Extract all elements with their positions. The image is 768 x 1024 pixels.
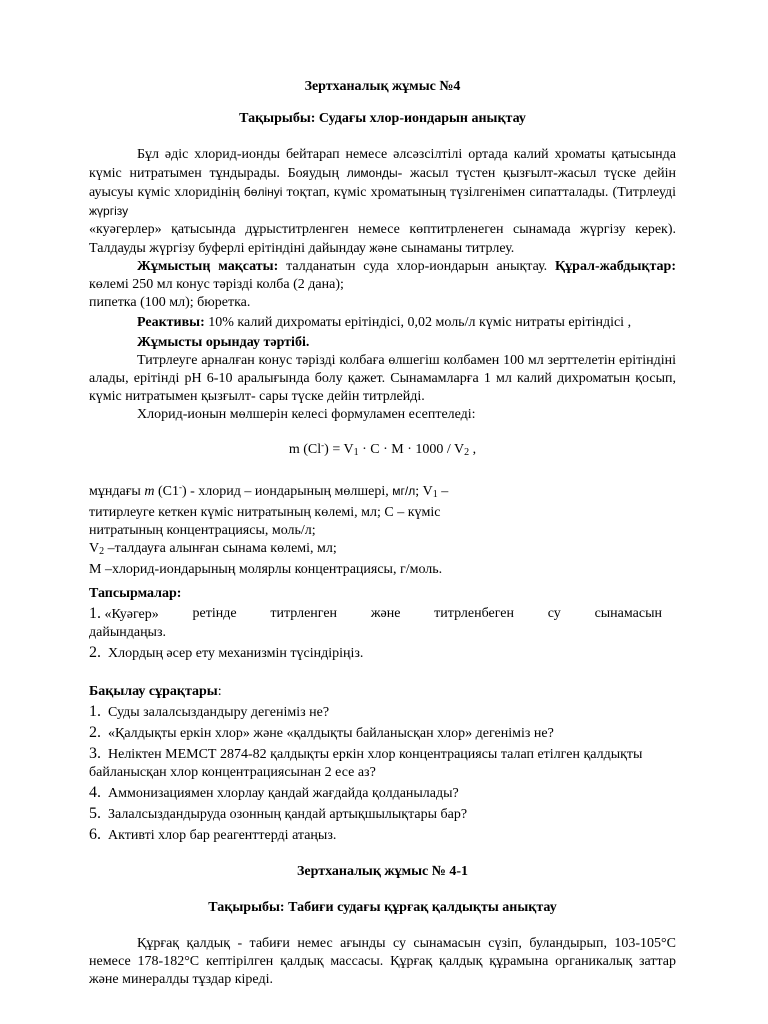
task-2: 2. Хлордың әсер ету механизмін түсіндіріңіз. xyxy=(89,644,364,661)
question-6: 6. Активті хлор бар реагенттерді атаңыз. xyxy=(89,826,337,843)
intro-text-5: тоқтап, күміс хроматының түзілгенімен сипатталады. (Титрлеуді xyxy=(286,185,677,200)
intro-text-8: және xyxy=(369,241,398,255)
intro-text-9: сынаманы титрлеу. xyxy=(400,241,515,256)
lab1-topic xyxy=(89,110,676,128)
lab2-title: Зертханалық жұмыс № 4-1 xyxy=(296,864,468,879)
lab1-reagents xyxy=(89,314,676,332)
question-4: 4. Аммонизациямен хлорлау қандай жағдайда қолданылады? xyxy=(89,784,459,801)
lab2-topic-label: Тақырыбы: xyxy=(208,900,285,915)
question-5: 5. Залалсыздандыруда озонның қандай артықшылықтары бар? xyxy=(89,805,468,822)
where-line-2: титирлеуге кеткен күміс нитратының көлемі, мл; С – күміс xyxy=(89,505,441,520)
order-text: Титрлеуге арналған конус тәрізді колбаға өлшегіш колбамен 100 мл зерттелетін ерітіндіні алады, ерітінді рН 6-10 аралығында болу қажет. Сынамамларға 1 мл калий дихроматын қосып, күміс нитратымен қызғылт- сары түске дейін титрлейді. xyxy=(89,353,676,404)
question-1: 1. Суды залалсыздандыру дегеніміз не? xyxy=(89,703,330,720)
task-1: 1. «Куәгер» ретінде титрленген және титрленбеген су сынамасын xyxy=(89,605,662,622)
intro-text-2: лимонды xyxy=(346,166,398,180)
equipment-text-2: пипетка (100 мл); бюретка. xyxy=(89,295,251,310)
questions-label: Бақылау сұрақтары: xyxy=(89,684,222,699)
intro-text-3: - жасыл түстен қызғылт-жасыл түске дейін ауысуы күміс хлоридінің xyxy=(89,166,677,200)
where-line-3: нитратының концентрациясы, моль/л; xyxy=(89,523,316,538)
lab1-title: Зертханалық жұмыс №4 xyxy=(304,79,461,94)
task-1-cont: дайындаңыз. xyxy=(89,625,166,640)
intro-text-6: жүргізу xyxy=(89,204,129,218)
where-line-1: мұндағы m (C1-) - хлорид – иондарының мөлшері, мг/л; $V_1$ – xyxy=(89,482,449,500)
intro-text-7: «куәгерлер» қатысында дұрыститрленген немесе көптитрленеген сынамада жүргізу керек). Талдауды жүргізу буферлі ерітіндіні дайындау xyxy=(89,222,676,256)
lab1-goal-equipment xyxy=(89,258,676,294)
document-content xyxy=(89,78,676,989)
lab2-topic-text: Табиғи судағы құрғақ қалдықты анықтау xyxy=(288,900,557,915)
reagents-text: 10% калий дихроматы ерітіндісі, 0,02 моль/л күміс нитраты ерітіндісі , xyxy=(208,315,632,330)
lab1-intro-paragraph xyxy=(89,146,676,221)
calc-text: Хлорид-ионын мөлшерін келесі формуламен есептеледі: xyxy=(137,407,476,422)
reagents-label: Реактивы: xyxy=(137,315,205,330)
tasks-label: Тапсырмалар: xyxy=(89,586,182,601)
equipment-label: Құрал-жабдықтар: xyxy=(555,259,676,274)
where-line-5: М –хлорид-иондарының молярлы концентрациясы, г/моль. xyxy=(89,562,443,577)
equipment-text: көлемі 250 мл конус тәрізді колба (2 дана); xyxy=(89,277,344,292)
formula: m $(Cl^-) = V_1 \cdot C \cdot M \cdot 1000 / V_2$ , xyxy=(288,440,477,458)
goal-label: Жұмыстың мақсаты: xyxy=(137,259,279,274)
lab1-intro-continuation xyxy=(89,221,676,258)
question-3: 3. Неліктен МЕМСТ 2874-82 қалдықты еркін хлор концентрациясы талап етілген қалдықты байланысқан хлор концентрациясынан 2 есе аз? xyxy=(89,745,643,780)
where-line-4: $V_2$ –талдауға алынған сынама көлемі, мл; xyxy=(89,541,337,557)
lab1-topic-label: Тақырыбы: xyxy=(239,111,316,126)
intro-text-4: бөлінуі xyxy=(243,185,283,199)
intro-text-1: Бұл әдіс хлорид-ионды бейтарап немесе әлсәзсілтілі ортада калий хроматы қатысында күміс нитратымен тұндырады. Бояудың xyxy=(89,147,676,181)
goal-text: талданатын суда хлор-иондарын анықтау. xyxy=(286,259,548,274)
order-label: Жұмысты орындау тәртібі. xyxy=(137,335,310,350)
lab2-body: Құрғақ қалдық - табиғи немес ағынды су сынамасын сүзіп, буландырып, 103-105°C немесе 178-182°C кептірілген қалдық массасы. Құрғақ қалдық құрамына органикалық заттар және минералды тұздар кіреді. xyxy=(89,936,676,987)
lab2-topic xyxy=(89,899,676,917)
question-2: 2. «Қалдықты еркін хлор» және «қалдықты байланысқан хлор» дегеніміз не? xyxy=(89,724,554,741)
lab1-topic-text: Судағы хлор-иондарын анықтау xyxy=(318,111,526,126)
